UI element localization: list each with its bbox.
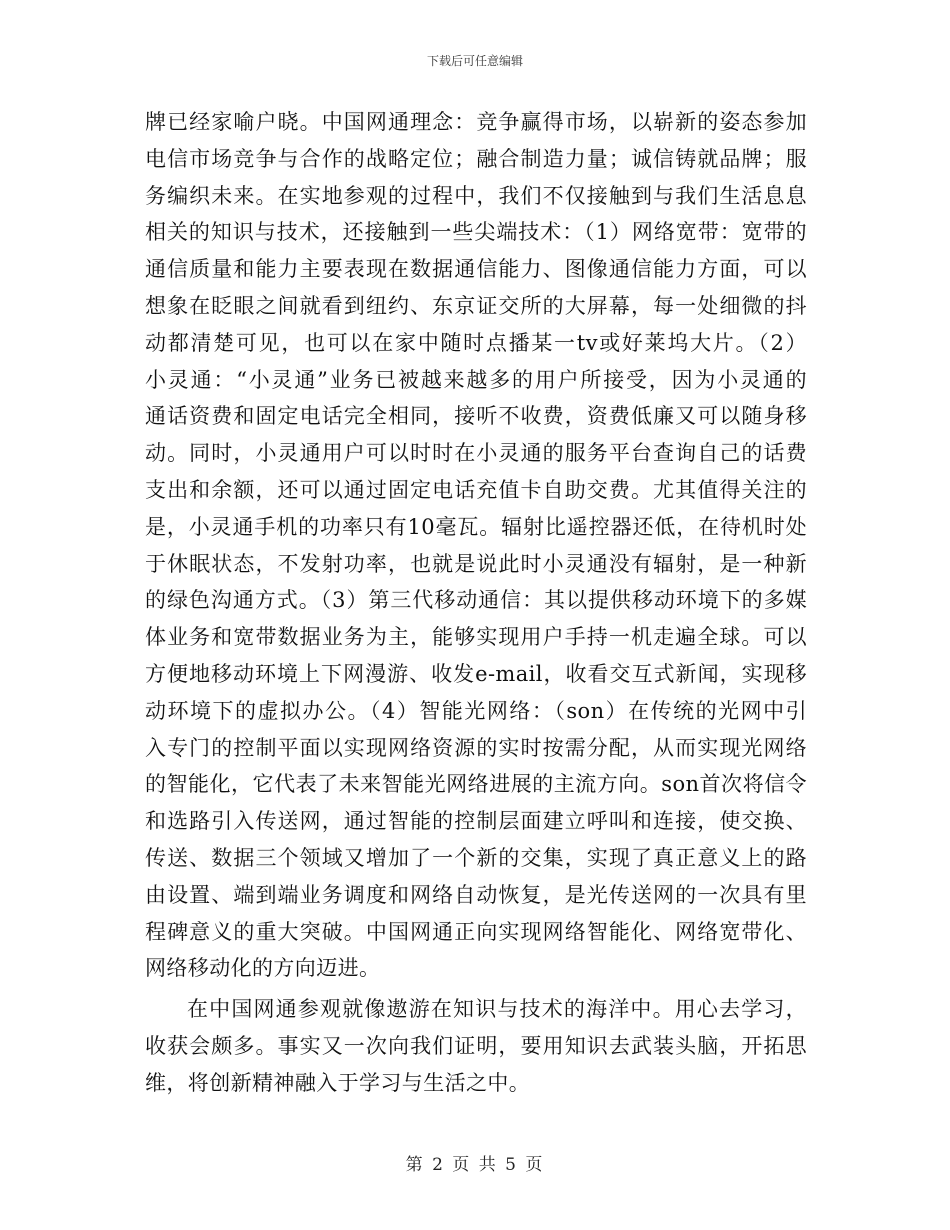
paragraph-line: 体业务和宽带数据业务为主，能够实现用户手持一机走遍全球。可以 bbox=[145, 625, 807, 650]
paragraph-line: 的智能化，它代表了未来智能光网络进展的主流方向。son首次将信令 bbox=[145, 772, 807, 797]
paragraph-line: 动环境下的虚拟办公。（4）智能光网络：（son）在传统的光网中引 bbox=[145, 698, 807, 723]
paragraph-line: 小灵通：“小灵通”业务已被越来越多的用户所接受，因为小灵通的 bbox=[145, 367, 807, 392]
paragraph-line: 入专门的控制平面以实现网络资源的实时按需分配，从而实现光网络 bbox=[145, 735, 807, 760]
paragraph bbox=[145, 991, 807, 1101]
paragraph-line: 电信市场竞争与合作的战略定位；融合制造力量；诚信铸就品牌；服 bbox=[145, 146, 807, 171]
paragraph-line: 于休眠状态，不发射功率，也就是说此时小灵通没有辐射，是一种新 bbox=[145, 551, 807, 576]
document-body bbox=[145, 104, 807, 1102]
paragraph-line: 是，小灵通手机的功率只有10毫瓦。辐射比遥控器还低，在待机时处 bbox=[145, 514, 807, 539]
paragraph-line: 维，将创新精神融入于学习与生活之中。 bbox=[145, 1070, 531, 1095]
paragraph-line: 收获会颇多。事实又一次向我们证明，要用知识去武装头脑，开拓思 bbox=[145, 1033, 807, 1058]
paragraph-line: 方便地移动环境上下网漫游、收发e-mail，收看交互式新闻，实现移 bbox=[145, 661, 807, 686]
paragraph-line: 相关的知识与技术，还接触到一些尖端技术：（1）网络宽带：宽带的 bbox=[145, 220, 807, 245]
paragraph-line: 在中国网通参观就像遨游在知识与技术的海洋中。用心去学习， bbox=[187, 997, 807, 1022]
page-header-note: 下载后可任意编辑 bbox=[426, 54, 523, 68]
paragraph-line: 和选路引入传送网，通过智能的控制层面建立呼叫和连接，使交换、 bbox=[145, 809, 807, 834]
paragraph-line: 支出和余额，还可以通过固定电话充值卡自助交费。尤其值得关注的 bbox=[145, 477, 807, 502]
paragraph-line: 动。同时，小灵通用户可以时时在小灵通的服务平台查询自己的话费 bbox=[145, 441, 807, 466]
paragraph-line: 传送、数据三个领域又增加了一个新的交集，实现了真正意义上的路 bbox=[145, 845, 807, 870]
paragraph-line: 的绿色沟通方式。（3）第三代移动通信：其以提供移动环境下的多媒 bbox=[145, 588, 807, 613]
paragraph-line: 想象在眨眼之间就看到纽约、东京证交所的大屏幕，每一处细微的抖 bbox=[145, 293, 807, 318]
paragraph bbox=[145, 104, 807, 987]
paragraph-line: 网络移动化的方向迈进。 bbox=[145, 956, 381, 981]
paragraph-line: 通信质量和能力主要表现在数据通信能力、图像通信能力方面，可以 bbox=[145, 257, 807, 282]
paragraph-line: 动都清楚可见，也可以在家中随时点播某一tv或好莱坞大片。（2） bbox=[145, 330, 807, 355]
paragraph-line: 由设置、端到端业务调度和网络自动恢复，是光传送网的一次具有里 bbox=[145, 882, 807, 907]
paragraph-line: 务编织未来。在实地参观的过程中，我们不仅接触到与我们生活息息 bbox=[145, 183, 807, 208]
paragraph-line: 程碑意义的重大突破。中国网通正向实现网络智能化、网络宽带化、 bbox=[145, 919, 807, 944]
paragraph-line: 通话资费和固定电话完全相同，接听不收费，资费低廉又可以随身移 bbox=[145, 404, 807, 429]
page-number: 第 2 页 共 5 页 bbox=[405, 1155, 545, 1175]
paragraph-line: 牌已经家喻户晓。中国网通理念：竞争赢得市场，以崭新的姿态参加 bbox=[145, 110, 807, 134]
